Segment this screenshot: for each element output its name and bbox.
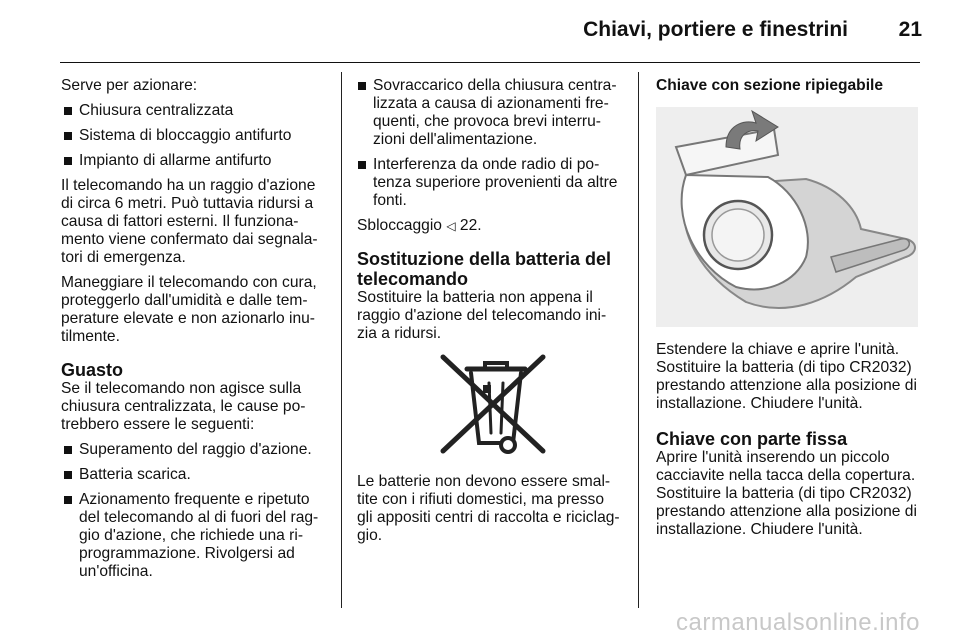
heading-folding-key: Chiave con sezione ripiegabile — [656, 77, 884, 94]
list-item: Sovraccarico della chiusura centra- lizzata a causa di azionamenti fre- quenti, che provoca brevi interru- zioni dell'alimentazione. — [357, 77, 629, 149]
column-divider-left — [341, 72, 342, 608]
column-1 — [61, 77, 331, 588]
unlock-reference: Sbloccaggio ◁ 22. — [357, 217, 482, 234]
range-paragraph: Il telecomando ha un raggio d'azione di circa 6 metri. Può tuttavia ridursi a causa di fattori esterni. Il funziona- mento viene confermato dai segnala- tori di emergenza. — [61, 177, 318, 266]
heading-battery-replacement: Sostituzione della batteria del telecomando — [357, 249, 612, 289]
care-paragraph: Maneggiare il telecomando con cura, proteggerlo dall'umidità e dalle tem- perature elevate e non azionarlo inu- tilmente. — [61, 274, 317, 345]
list-item: Sistema di bloccaggio antifurto — [63, 127, 331, 145]
disposal-paragraph: Le batterie non devono essere smal- tite con i rifiuti domestici, ma presso gli appositi centri di raccolta e riciclag- gio. — [357, 473, 620, 544]
list-item: Impianto di allarme antifurto — [63, 152, 331, 170]
crossed-out-bin-icon — [357, 351, 629, 461]
heading-fixed-key: Chiave con parte fissa — [656, 429, 848, 449]
column-3 — [656, 77, 924, 546]
page-title: Chiavi, portiere e finestrini — [583, 18, 848, 41]
watermark: carmanualsonline.info — [676, 609, 920, 636]
battery-paragraph: Sostituire la batteria non appena il raggio d'azione del telecomando ini- zia a ridursi. — [357, 289, 607, 342]
fault-paragraph: Se il telecomando non agisce sulla chiusura centralizzata, le cause po- trebbero essere le seguenti: — [61, 380, 306, 433]
list-item: Azionamento frequente e ripetuto del telecomando al di fuori del rag- gio d'azione, che richiede una ri- programmazione. Rivolgersi ad un'officina. — [63, 491, 331, 581]
column-2 — [357, 77, 629, 552]
page-reference-link[interactable]: 22. — [459, 217, 482, 234]
page-reference-icon: ◁ — [446, 219, 456, 233]
list-item: Superamento del raggio d'azione. — [63, 441, 331, 459]
list-item: Batteria scarica. — [63, 466, 331, 484]
folding-key-paragraph: Estendere la chiave e aprire l'unità. Sostituire la batteria (di tipo CR2032) prestando attenzione alla posizione di installazione. Chiudere l'unità. — [656, 341, 917, 412]
folding-key-battery-illustration — [656, 107, 918, 327]
fixed-key-paragraph: Aprire l'unità inserendo un piccolo cacciavite nella tacca della copertura. Sostituire la batteria (di tipo CR2032) prestando attenzione alla posizione di installazione. Chiudere l'unità. — [656, 449, 917, 538]
heading-guasto: Guasto — [61, 360, 124, 380]
intro-text: Serve per azionare: — [61, 77, 198, 94]
page-number: 21 — [898, 18, 922, 41]
column-divider-right — [638, 72, 639, 608]
list-item: Interferenza da onde radio di po- tenza superiore provenienti da altre fonti. — [357, 156, 629, 210]
list-item: Chiusura centralizzata — [63, 102, 331, 120]
header-rule — [60, 62, 920, 63]
